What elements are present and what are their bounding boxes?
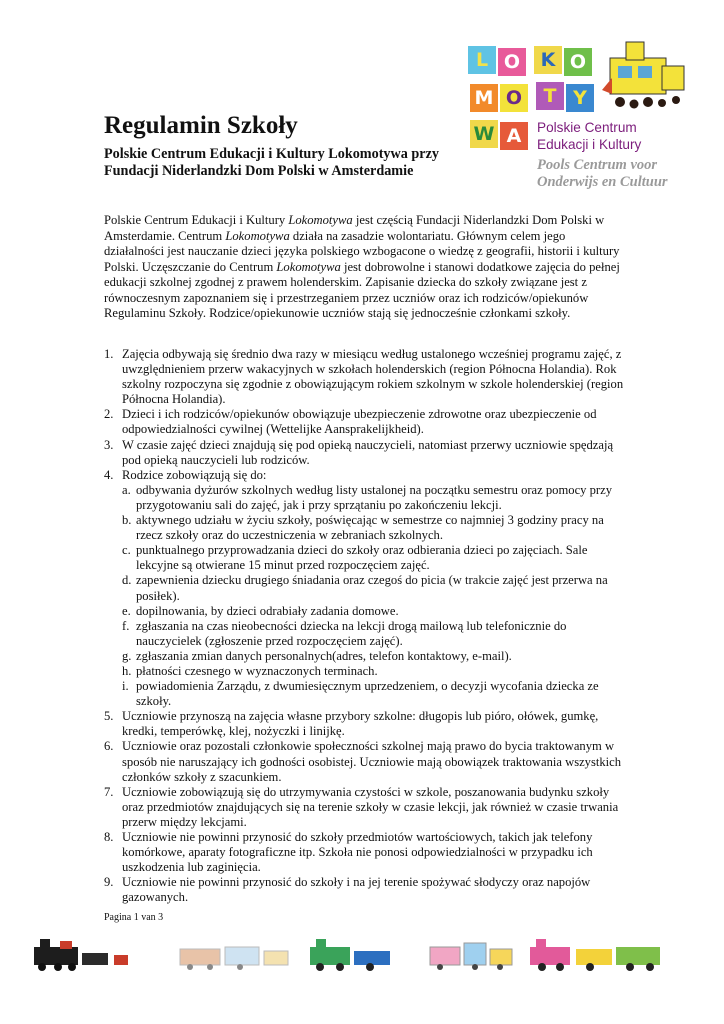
- subrule-letter: b.: [122, 513, 132, 528]
- logo-letter-tile: Y: [566, 84, 594, 112]
- logo-letter-tile: T: [536, 82, 564, 110]
- rule-item: [104, 785, 624, 830]
- logo-polish-line-1: Polskie Centrum: [537, 120, 637, 135]
- subrule-text: zgłaszania zmian danych personalnych(adres, telefon kontaktowy, e-mail).: [136, 648, 512, 663]
- logo-letter-tile: K: [534, 46, 562, 74]
- subrule-letter: i.: [122, 679, 129, 694]
- logo-polish-name: [537, 119, 707, 153]
- subrule-letter: h.: [122, 663, 132, 678]
- logo-letter-tile: O: [498, 48, 526, 76]
- rule-text: Rodzice zobowiązują się do:: [122, 467, 267, 482]
- rule-item: [104, 875, 624, 905]
- subrule-letter: g.: [122, 648, 132, 663]
- subrule-item: [122, 513, 624, 543]
- subrule-letter: c.: [122, 543, 131, 558]
- subrule-item: [122, 619, 624, 649]
- rule-text: Uczniowie przynoszą na zajęcia własne przybory szkolne: długopis lub pióro, ołówek, gumkę, kredki, temperówkę, klej, nożyczki i linijkę.: [122, 709, 599, 739]
- rule-text: Dzieci i ich rodziców/opiekunów obowiązuje ubezpieczenie zdrowotne oraz ubezpieczenie od odpowiedzialności cywilnej (Wettelijke Aansprakelijkheid).: [122, 407, 597, 437]
- logo-dutch-name: [537, 157, 707, 191]
- rule-text: Uczniowie nie powinni przynosić do szkoły i na jej terenie spożywać słodyczy oraz napojów gazowanych.: [122, 875, 591, 905]
- intro-paragraph: [104, 213, 624, 322]
- subrule-item: [122, 604, 624, 619]
- rule-item: [104, 347, 624, 407]
- rule-text: Zajęcia odbywają się średnio dwa razy w miesiącu według ustalonego wcześniej programu zajęć, z uwzględnieniem przerw wakacyjnych w szkołach holenderskich (region Północna Holandia). Rok szkolny rozpoczyna się zgodnie z obowiązującym rokiem szkolnym w szkole holenderskiej (region Północna Holandia).: [122, 347, 624, 407]
- subrule-text: zapewnienia dziecku drugiego śniadania oraz czegoś do picia (w trakcie zajęć jest przerwa na posiłek).: [136, 573, 608, 603]
- subrule-item: [122, 679, 624, 709]
- subrule-text: dopilnowania, by dzieci odrabiały zadania domowe.: [136, 603, 399, 618]
- subrule-text: aktywnego udziału w życiu szkoły, poświęcając w semestrze co najmniej 3 godziny pracy na rzecz szkoły oraz do uczestniczenia w zebraniach szkolnych.: [136, 513, 604, 543]
- subrule-letter: a.: [122, 482, 131, 497]
- subrule-text: zgłaszania na czas nieobecności dziecka na lekcji drogą mailową lub telefonicznie do nauczycielek (zgłoszenie przed rozpoczęciem zajęć).: [136, 618, 567, 648]
- rule-item: [104, 468, 624, 710]
- subrule-item: [122, 573, 624, 603]
- rule-item: [104, 709, 624, 739]
- intro-text: jest dobrowolne i stanowi dodatkowe zajęcia do pełnej edukacji szkolnej zgodnej z prawem holenderskim. Zapisanie dziecka do szkoły związane jest z równoczesnym zapoznaniem się i przestrzeganiem przez uczniów oraz ich rodziców/opiekunów Regulaminu Szkoły. Rodzice/opiekunowie uczniów stają się jednocześnie członkami szkoły.: [104, 259, 620, 320]
- logo-letter-tile: A: [500, 122, 528, 150]
- logo-names: [537, 119, 707, 191]
- rule-item: [104, 739, 624, 784]
- subrule-text: punktualnego przyprowadzania dzieci do szkoły oraz odbierania dzieci po zajęciach. Sale lekcyjne są otwierane 15 minut przed rozpoczęciem zajęć.: [136, 543, 588, 573]
- rule-text: Uczniowie zobowiązują się do utrzymywania czystości w szkole, poszanowania budynku szkoły oraz przedmiotów znajdujących się na terenie szkoły w czasie lekcji, jak również w czasie trwania przerw między lekcjami.: [122, 784, 619, 829]
- logo-letter-tile: L: [468, 46, 496, 74]
- logo-dutch-line-2: Onderwijs en Cultuur: [537, 174, 668, 190]
- rule-number: 4.: [104, 467, 114, 482]
- logo-letter-tile: M: [470, 84, 498, 112]
- subrule-text: odbywania dyżurów szkolnych według listy ustalonej na początku semestru oraz pomocy przy przygotowaniu sali do zajęć, jak i przy sprzątaniu po zakończeniu lekcji.: [136, 482, 612, 512]
- subrule-item: [122, 483, 624, 513]
- subrule-text: płatności czesnego w wyznaczonych terminach.: [136, 663, 378, 678]
- intro-text: jest częścią Fundacji Niderlandzki Dom Polski w Amsterdamie. Centrum: [104, 213, 605, 243]
- intro-italic-name: Lokomotywa: [288, 213, 353, 227]
- rule-number: 7.: [104, 784, 114, 799]
- rule-number: 2.: [104, 407, 114, 422]
- rule-number: 3.: [104, 437, 114, 452]
- logo-letter-tile: O: [564, 48, 592, 76]
- logo-polish-line-2: Edukacji i Kultury: [537, 137, 642, 152]
- intro-text: Polskie Centrum Edukacji i Kultury: [104, 213, 289, 227]
- rule-number: 6.: [104, 739, 114, 754]
- subrule-letter: f.: [122, 618, 130, 633]
- logo-letter-tile: W: [470, 120, 498, 148]
- rule-number: 1.: [104, 347, 114, 361]
- logo-dutch-line-1: Pools Centrum voor: [537, 157, 658, 173]
- page-subtitle: Polskie Centrum Edukacji i Kultury Lokomotywa przy Fundacji Niderlandzki Dom Polski w Amsterdamie: [104, 146, 439, 179]
- rule-number: 9.: [104, 875, 114, 890]
- rule-number: 5.: [104, 709, 114, 724]
- rule-text: W czasie zajęć dzieci znajdują się pod opieką nauczycieli, natomiast przerwy uczniowie spędzają pod opieką nauczycieli lub rodziców.: [122, 437, 614, 467]
- rules-list: [104, 347, 624, 905]
- rule-text: Uczniowie nie powinni przynosić do szkoły przedmiotów wartościowych, takich jak telefony komórkowe, aparaty fotograficzne itp. Szkoła nie ponosi odpowiedzialności w przypadku ich uszkodzenia lub zaginięcia.: [122, 830, 593, 875]
- intro-italic-name: Lokomotywa: [225, 228, 290, 243]
- rule-item: [104, 407, 624, 437]
- rule-item: [104, 830, 624, 875]
- rule-text: Uczniowie oraz pozostali członkowie społeczności szkolnej mają prawo do bycia traktowanym w sposób nie naruszający ich godności osobistej. Uczniowie mają obowiązek traktowania wszystkich członków szkoły z szacunkiem.: [122, 739, 622, 784]
- logo-letter-tile: O: [500, 84, 528, 112]
- rule-number: 8.: [104, 830, 114, 844]
- subrule-item: [122, 649, 624, 664]
- subrule-letter: e.: [122, 603, 131, 618]
- title-block: [104, 112, 464, 179]
- page-title: Regulamin Szkoły: [104, 112, 298, 139]
- subrule-letter: d.: [122, 573, 132, 588]
- rule-item: [104, 438, 624, 468]
- subrule-item: [122, 664, 624, 679]
- subrule-item: [122, 543, 624, 573]
- intro-italic-name: Lokomotywa: [276, 259, 341, 274]
- intro-text: działa na zasadzie wolontariatu. Głównym celem jego działalności jest nauczanie dzieci języka polskiego wzbogacone o wiedzę z geografii, historii i kultury Polski. Uczęszczanie do Centrum: [104, 228, 620, 274]
- lokomotywa-logo: [462, 36, 702, 191]
- subrule-text: powiadomienia Zarządu, z dwumiesięcznym uprzedzeniem, o decyzji wycofania dziecka ze szkoły.: [136, 679, 599, 709]
- children-train-drawings-icon: [30, 933, 670, 975]
- page-number-footer: Pagina 1 van 3: [104, 912, 164, 923]
